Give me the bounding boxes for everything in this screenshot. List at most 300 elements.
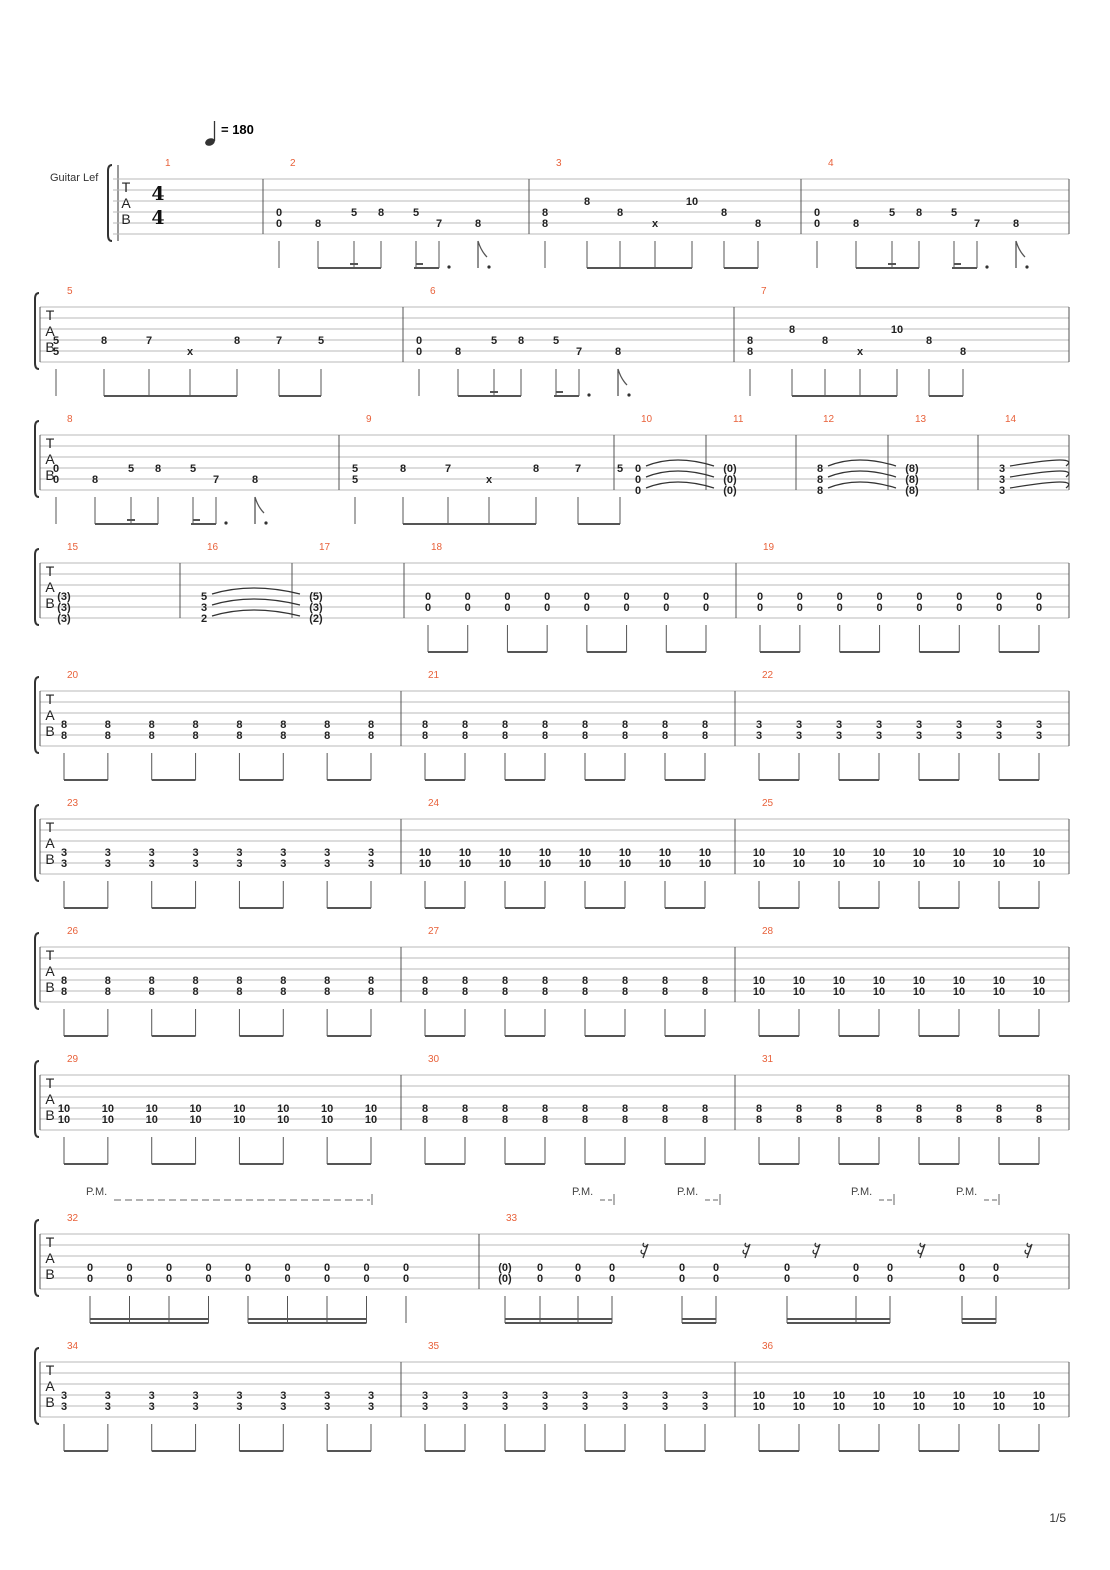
fret-number: 8	[1012, 218, 1020, 230]
tab-system	[35, 1054, 1069, 1164]
fret-number: 3	[148, 1401, 155, 1413]
fret-number: 8	[233, 335, 241, 347]
measure-number: 31	[762, 1054, 774, 1065]
measure-number: 11	[733, 414, 744, 425]
fret-number: 8	[795, 1103, 803, 1115]
fret-number: 0	[464, 602, 471, 614]
tab-letter: B	[45, 467, 55, 483]
staff-bracket	[35, 677, 39, 753]
fret-number: 3	[367, 1390, 375, 1402]
tab-letter: B	[121, 211, 131, 227]
fret-number: 0	[783, 1262, 791, 1274]
fret-number: 0	[796, 602, 803, 614]
measure-number: 4	[828, 158, 834, 169]
fret-number: 3	[280, 858, 287, 870]
fret-number: 10	[792, 986, 806, 998]
fret-number: 0	[205, 1262, 212, 1274]
fret-number: 8	[816, 485, 824, 497]
fret-number: 0	[876, 602, 883, 614]
fret-number: 3	[104, 1401, 111, 1413]
palm-mute-label: P.M.	[86, 1186, 108, 1198]
fret-number: 8	[192, 719, 199, 731]
fret-number: 10	[418, 847, 432, 859]
flag-icon	[255, 497, 264, 524]
palm-mute-label: P.M.	[851, 1186, 873, 1198]
dead-note: x	[651, 218, 659, 230]
fret-number: 3	[875, 730, 883, 742]
fret-number: 8	[314, 218, 322, 230]
fret-number: 8	[701, 730, 709, 742]
fret-number: 0	[756, 591, 764, 603]
tab-letter: T	[45, 1234, 55, 1250]
fret-number: 3	[701, 1390, 709, 1402]
fret-number: 10	[145, 1103, 158, 1115]
fret-number: 8	[461, 730, 469, 742]
fret-number: 0	[504, 602, 511, 614]
fret-number: 3	[955, 730, 963, 742]
fret-number: 0	[796, 591, 803, 603]
time-signature-top: 4	[151, 183, 165, 205]
fret-number: 0	[623, 591, 630, 603]
fret-number: (0)	[723, 485, 737, 497]
fret-number: (8)	[905, 485, 919, 497]
fret-number: 8	[324, 719, 331, 731]
fret-number: 0	[813, 207, 821, 219]
fret-number: 3	[461, 1401, 469, 1413]
fret-number: 8	[621, 1103, 629, 1115]
fret-number: 3	[60, 858, 68, 870]
measure-number: 30	[428, 1054, 440, 1065]
fret-number: 3	[621, 1401, 629, 1413]
fret-number: 0	[126, 1273, 133, 1285]
fret-number: (3)	[309, 602, 323, 614]
dot-icon	[447, 265, 450, 268]
fret-number: 8	[280, 975, 287, 987]
fret-number: 3	[461, 1390, 469, 1402]
staff-bracket	[35, 1061, 39, 1137]
fret-number: 0	[886, 1262, 894, 1274]
fret-number: 0	[86, 1273, 94, 1285]
fret-number: 10	[101, 1114, 114, 1126]
fret-number: 8	[501, 719, 509, 731]
tab-letter: A	[45, 451, 55, 467]
fret-number: 0	[583, 591, 590, 603]
tie-arc	[212, 610, 300, 616]
tab-system	[35, 1186, 1069, 1323]
tab-system	[35, 542, 1069, 652]
fret-number: 0	[544, 591, 551, 603]
fret-number: 0	[996, 602, 1003, 614]
fret-number: 10	[538, 847, 552, 859]
fret-number: 10	[189, 1114, 202, 1126]
flag-icon	[618, 369, 627, 396]
fret-number: 0	[634, 485, 642, 497]
fret-number: 8	[583, 196, 591, 208]
measure-number: 25	[762, 798, 774, 809]
fret-number: 8	[701, 719, 709, 731]
fret-number: 3	[192, 858, 199, 870]
staff-bracket	[35, 805, 39, 881]
fret-number: 10	[752, 986, 766, 998]
fret-number: 0	[956, 591, 963, 603]
measure-number: 15	[67, 542, 79, 553]
fret-number: (3)	[57, 591, 71, 603]
measure-number: 6	[430, 286, 436, 297]
fret-number: 3	[324, 1401, 331, 1413]
fret-number: 10	[498, 847, 512, 859]
fret-number: 8	[995, 1103, 1003, 1115]
fret-number: 8	[60, 730, 68, 742]
measure-number: 1	[165, 158, 171, 169]
fret-number: 3	[367, 847, 375, 859]
fret-number: 8	[852, 218, 860, 230]
fret-number: 0	[244, 1262, 252, 1274]
fret-number: 5	[950, 207, 958, 219]
fret-number: 8	[925, 335, 933, 347]
fret-number: 8	[421, 1103, 429, 1115]
fret-number: 10	[498, 858, 512, 870]
dead-note: x	[856, 346, 864, 358]
tab-letter: A	[45, 835, 55, 851]
tab-letter: B	[45, 851, 55, 867]
fret-number: 8	[755, 1114, 763, 1126]
fret-number: 10	[872, 847, 886, 859]
tab-letter: T	[45, 819, 55, 835]
fret-number: 8	[236, 986, 243, 998]
fret-number: 8	[236, 719, 243, 731]
fret-number: 3	[192, 1390, 199, 1402]
fret-number: 10	[992, 1401, 1006, 1413]
fret-number: 10	[832, 986, 846, 998]
tie-arc	[212, 588, 300, 594]
fret-number: 8	[581, 975, 589, 987]
fret-number: 10	[792, 1401, 806, 1413]
fret-number: 3	[148, 1390, 155, 1402]
measure-number: 19	[763, 542, 775, 553]
fret-number: 3	[148, 858, 155, 870]
fret-number: 3	[421, 1401, 429, 1413]
measure-number: 23	[67, 798, 79, 809]
fret-number: 0	[415, 346, 423, 358]
fret-number: 0	[634, 474, 642, 486]
fret-number: (0)	[498, 1262, 512, 1274]
fret-number: 10	[872, 858, 886, 870]
fret-number: 10	[658, 858, 672, 870]
fret-number: 8	[324, 975, 331, 987]
fret-number: 8	[280, 730, 287, 742]
fret-number: 3	[236, 1401, 243, 1413]
fret-number: 10	[912, 975, 926, 987]
fret-number: 8	[280, 986, 287, 998]
fret-number: 7	[435, 218, 443, 230]
measure-number: 35	[428, 1341, 440, 1352]
fret-number: 8	[501, 986, 509, 998]
fret-number: 0	[836, 591, 843, 603]
fret-number: 10	[685, 196, 699, 208]
fret-number: 10	[277, 1114, 290, 1126]
fret-number: (8)	[905, 474, 919, 486]
tie-arc	[646, 460, 714, 466]
fret-number: 8	[581, 719, 589, 731]
fret-number: 8	[875, 1114, 883, 1126]
fret-number: 0	[876, 591, 883, 603]
tie-arc	[1010, 482, 1069, 488]
tab-letter: T	[45, 1075, 55, 1091]
fret-number: 10	[752, 1401, 766, 1413]
dot-icon	[627, 393, 630, 396]
fret-number: 3	[421, 1390, 429, 1402]
measure-number: 14	[1005, 414, 1017, 425]
fret-number: 8	[816, 474, 824, 486]
dot-icon	[224, 521, 227, 524]
tab-letter: A	[45, 707, 55, 723]
fret-number: 5	[490, 335, 498, 347]
page-number: 1/5	[1049, 1511, 1066, 1525]
fret-number: 8	[461, 1114, 469, 1126]
measure-number: 18	[431, 542, 443, 553]
flag-icon	[1016, 241, 1025, 268]
fret-number: 10	[872, 986, 886, 998]
fret-number: 0	[608, 1273, 616, 1285]
tab-system	[35, 926, 1069, 1036]
fret-number: 8	[148, 719, 155, 731]
fret-number: 0	[813, 218, 821, 230]
fret-number: 0	[165, 1273, 173, 1285]
fret-number: 10	[698, 858, 712, 870]
fret-number: 10	[658, 847, 672, 859]
fret-number: 7	[212, 474, 220, 486]
fret-number: 3	[280, 847, 287, 859]
fret-number: 0	[836, 602, 843, 614]
fret-number: 5	[200, 591, 208, 603]
fret-number: 8	[236, 975, 243, 987]
fret-number: 8	[192, 730, 199, 742]
fret-number: 8	[955, 1103, 963, 1115]
fret-number: 10	[792, 975, 806, 987]
fret-number: 8	[104, 975, 111, 987]
measure-number: 27	[428, 926, 440, 937]
fret-number: 3	[367, 1401, 375, 1413]
fret-number: 8	[835, 1103, 843, 1115]
fret-number: 8	[1035, 1114, 1043, 1126]
fret-number: 3	[875, 719, 883, 731]
fret-number: 7	[574, 463, 582, 475]
fret-number: 3	[915, 730, 923, 742]
fret-number: 8	[959, 346, 967, 358]
fret-number: 8	[755, 1103, 763, 1115]
fret-number: 10	[321, 1114, 334, 1126]
tab-system	[35, 414, 1069, 525]
fret-number: 10	[952, 858, 966, 870]
measure-number: 26	[67, 926, 79, 937]
fret-number: 5	[351, 463, 359, 475]
fret-number: 0	[574, 1273, 582, 1285]
fret-number: 10	[145, 1114, 158, 1126]
fret-number: 8	[701, 1103, 709, 1115]
dot-icon	[264, 521, 267, 524]
tie-arc	[1010, 471, 1069, 477]
fret-number: 0	[623, 602, 630, 614]
time-signature-bottom: 4	[151, 207, 165, 229]
fret-number: 0	[574, 1262, 582, 1274]
fret-number: 8	[461, 986, 469, 998]
fret-number: 10	[321, 1103, 334, 1115]
fret-number: 0	[996, 591, 1003, 603]
fret-number: 0	[284, 1262, 291, 1274]
fret-number: 10	[912, 1390, 926, 1402]
tab-letter: T	[45, 691, 55, 707]
fret-number: 8	[746, 335, 754, 347]
fret-number: 0	[608, 1262, 616, 1274]
fret-number: 10	[752, 975, 766, 987]
fret-number: 10	[952, 986, 966, 998]
fret-number: 10	[992, 975, 1006, 987]
fret-number: 8	[875, 1103, 883, 1115]
fret-number: 8	[501, 975, 509, 987]
fret-number: 3	[148, 847, 155, 859]
fret-number: 0	[583, 602, 590, 614]
fret-number: 10	[752, 847, 766, 859]
fret-number: 8	[367, 975, 375, 987]
fret-number: 10	[57, 1103, 71, 1115]
measure-number: 36	[762, 1341, 774, 1352]
fret-number: 3	[835, 730, 843, 742]
fret-number: (2)	[309, 613, 323, 625]
fret-number: 10	[792, 847, 806, 859]
measure-number: 12	[823, 414, 835, 425]
fret-number: 3	[200, 602, 208, 614]
fret-number: 8	[701, 986, 709, 998]
fret-number: 10	[618, 847, 632, 859]
fret-number: 8	[661, 730, 669, 742]
tab-system	[35, 798, 1069, 908]
fret-number: 0	[536, 1273, 544, 1285]
fret-number: 10	[832, 1401, 846, 1413]
fret-number: 10	[189, 1103, 202, 1115]
fret-number: 8	[399, 463, 407, 475]
measure-number: 29	[67, 1054, 79, 1065]
fret-number: 0	[852, 1262, 860, 1274]
tab-letter: T	[45, 307, 55, 323]
fret-number: 3	[192, 847, 199, 859]
fret-number: 0	[402, 1273, 410, 1285]
fret-number: 0	[544, 602, 551, 614]
measure-number: 22	[762, 670, 774, 681]
fret-number: 0	[126, 1262, 133, 1274]
fret-number: 8	[60, 986, 68, 998]
fret-number: 8	[621, 975, 629, 987]
fret-number: 5	[350, 207, 358, 219]
fret-number: 10	[992, 847, 1006, 859]
fret-number: 3	[280, 1401, 287, 1413]
fret-number: 10	[1032, 986, 1046, 998]
fret-number: 0	[275, 218, 283, 230]
fret-number: 10	[57, 1114, 71, 1126]
fret-number: 3	[501, 1401, 509, 1413]
fret-number: 3	[621, 1390, 629, 1402]
fret-number: 8	[614, 346, 622, 358]
fret-number: 8	[915, 1103, 923, 1115]
fret-number: 10	[912, 1401, 926, 1413]
fret-number: 10	[952, 1390, 966, 1402]
fret-number: 10	[752, 1390, 766, 1402]
fret-number: 8	[955, 1114, 963, 1126]
fret-number: 8	[661, 986, 669, 998]
fret-number: 8	[324, 986, 331, 998]
fret-number: 8	[661, 719, 669, 731]
fret-number: 8	[148, 986, 155, 998]
fret-number: 8	[795, 1114, 803, 1126]
fret-number: 8	[192, 986, 199, 998]
measure-number: 20	[67, 670, 79, 681]
fret-number: 8	[701, 975, 709, 987]
fret-number: 3	[581, 1390, 589, 1402]
fret-number: 10	[872, 1401, 886, 1413]
fret-number: 3	[60, 1401, 68, 1413]
fret-number: 3	[324, 858, 331, 870]
fret-number: 3	[998, 485, 1006, 497]
fret-number: 0	[958, 1262, 966, 1274]
fret-number: 8	[541, 218, 549, 230]
fret-number: 3	[998, 463, 1006, 475]
fret-number: 7	[973, 218, 981, 230]
fret-number: 8	[541, 730, 549, 742]
fret-number: 0	[363, 1273, 370, 1285]
fret-number: (3)	[57, 602, 71, 614]
tab-letter: A	[45, 1091, 55, 1107]
fret-number: 8	[251, 474, 259, 486]
tab-letter: A	[45, 579, 55, 595]
fret-number: 10	[458, 847, 472, 859]
fret-number: 10	[578, 847, 592, 859]
fret-number: 8	[148, 730, 155, 742]
fret-number: 8	[377, 207, 385, 219]
tie-arc	[828, 471, 896, 477]
tab-letter: T	[45, 435, 55, 451]
tie-arc	[1010, 460, 1069, 466]
tie-arc	[828, 482, 896, 488]
fret-number: 0	[464, 591, 471, 603]
fret-number: 0	[205, 1273, 212, 1285]
fret-number: 10	[458, 858, 472, 870]
fret-number: 10	[578, 858, 592, 870]
fret-number: 8	[541, 1114, 549, 1126]
fret-number: 10	[952, 975, 966, 987]
fret-number: 10	[832, 1390, 846, 1402]
fret-number: 10	[418, 858, 432, 870]
fret-number: 8	[541, 207, 549, 219]
fret-number: (0)	[498, 1273, 512, 1285]
dot-icon	[587, 393, 590, 396]
fret-number: 10	[872, 975, 886, 987]
tab-letter: B	[45, 339, 55, 355]
fret-number: 10	[792, 1390, 806, 1402]
fret-number: 3	[104, 858, 111, 870]
fret-number: 10	[992, 858, 1006, 870]
fret-number: 10	[233, 1103, 246, 1115]
fret-number: 0	[783, 1273, 791, 1285]
fret-number: 10	[872, 1390, 886, 1402]
fret-number: 8	[421, 975, 429, 987]
fret-number: 8	[816, 463, 824, 475]
measure-number: 2	[290, 158, 296, 169]
fret-number: 8	[60, 975, 68, 987]
palm-mute-label: P.M.	[572, 1186, 594, 1198]
staff-bracket	[108, 165, 112, 241]
fret-number: 0	[165, 1262, 173, 1274]
dead-note: x	[485, 474, 493, 486]
fret-number: 5	[127, 463, 135, 475]
